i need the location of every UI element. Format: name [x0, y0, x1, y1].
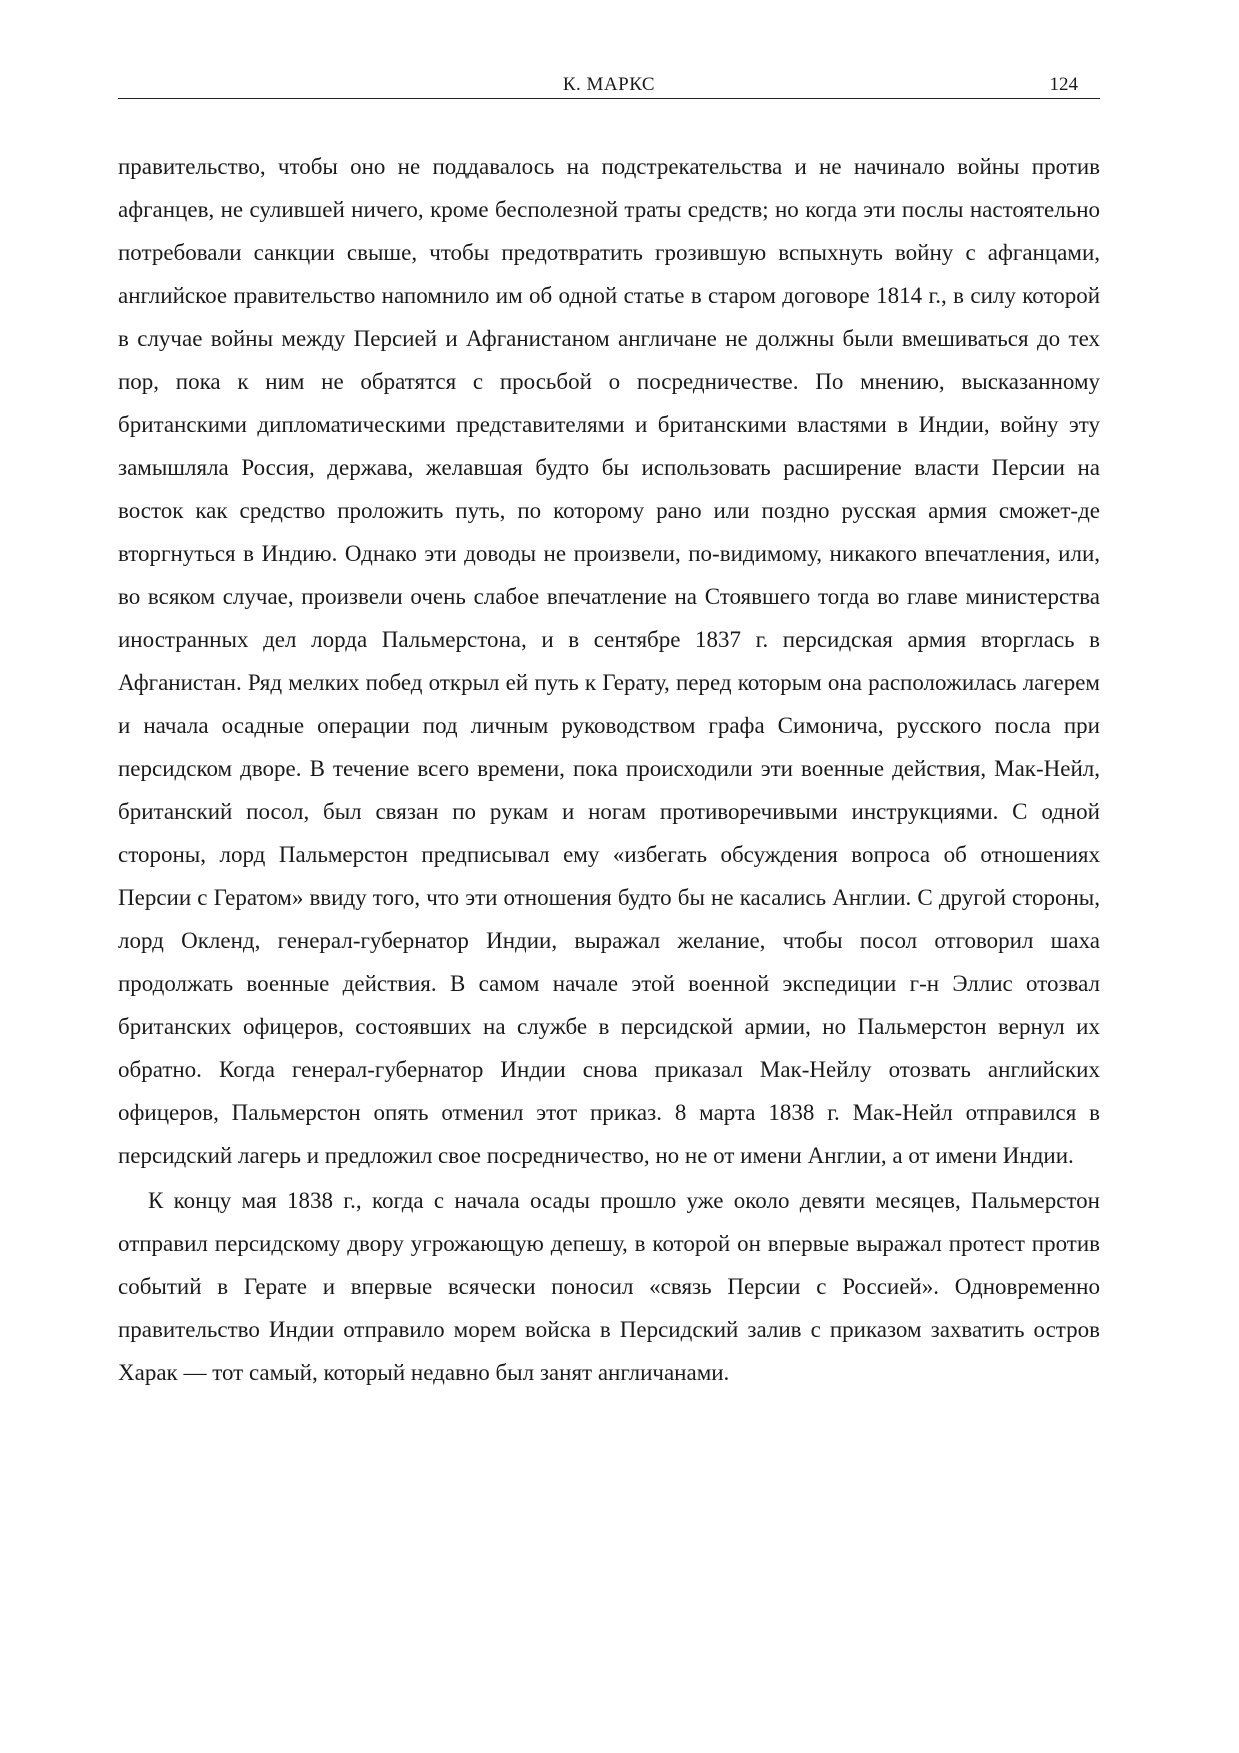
- paragraph-1: правительство, чтобы оно не поддавалось на подстрекательства и не начинало войны против афганцев, не сулившей ничего, кроме бесполезной траты средств; но когда эти послы настоятельно потребовали санкции свыше, чтобы предотвратить грозившую вспыхнуть войну с афганцами, английское правительство напомнило им об одной статье в старом договоре 1814 г., в силу которой в случае войны между Персией и Афганистаном англичане не должны были вмешиваться до тех пор, пока к ним не обратятся с просьбой о посредничестве. По мнению, высказанному британскими дипломатическими представителями и британскими властями в Индии, войну эту замышляла Россия, держава, желавшая будто бы использовать расширение власти Персии на восток как средство проложить путь, по которому рано или поздно русская армия сможет-де вторгнуться в Индию. Однако эти доводы не произвели, по-видимому, никакого впечатления, или, во всяком случае, произвели очень слабое впечатление на Стоявшего тогда во главе министерства иностранных дел лорда Пальмерстона, и в сентябре 1837 г. персидская армия вторглась в Афганистан. Ряд мелких побед открыл ей путь к Герату, перед которым она расположилась лагерем и начала осадные операции под личным руководством графа Симонича, русского посла при персидском дворе. В течение всего времени, пока происходили эти военные действия, Мак-Нейл, британский посол, был связан по рукам и ногам противоречивыми инструкциями. С одной стороны, лорд Пальмерстон предписывал ему «избегать обсуждения вопроса об отношениях Персии с Гератом» ввиду того, что эти отношения будто бы не касались Англии. С другой стороны, лорд Окленд, генерал-губернатор Индии, выражал желание, чтобы посол отговорил шаха продолжать военные действия. В самом начале этой военной экспедиции г-н Эллис отозвал британских офицеров, состоявших на службе в персидской армии, но Пальмерстон вернул их обратно. Когда генерал-губернатор Индии снова приказал Мак-Нейлу отозвать английских офицеров, Пальмерстон опять отменил этот приказ. 8 марта 1838 г. Мак-Нейл отправился в персидский лагерь и предложил свое посредничество, но не от имени Англии, а от имени Индии.: [118, 154, 1100, 1168]
- body-text: [118, 145, 1100, 1394]
- header-author: К. МАРКС: [562, 74, 656, 95]
- page-header: [118, 72, 1100, 99]
- page-number: 124: [1049, 74, 1078, 95]
- paragraph-2: К концу мая 1838 г., когда с начала осады прошло уже около девяти месяцев, Пальмерстон отправил персидскому двору угрожающую депешу, в которой он впервые выражал протест против событий в Герате и впервые всячески поносил «связь Персии с Россией». Одновременно правительство Индии отправило морем войска в Персидский залив с приказом захватить остров Харак — тот самый, который недавно был занят англичанами.: [118, 1188, 1100, 1385]
